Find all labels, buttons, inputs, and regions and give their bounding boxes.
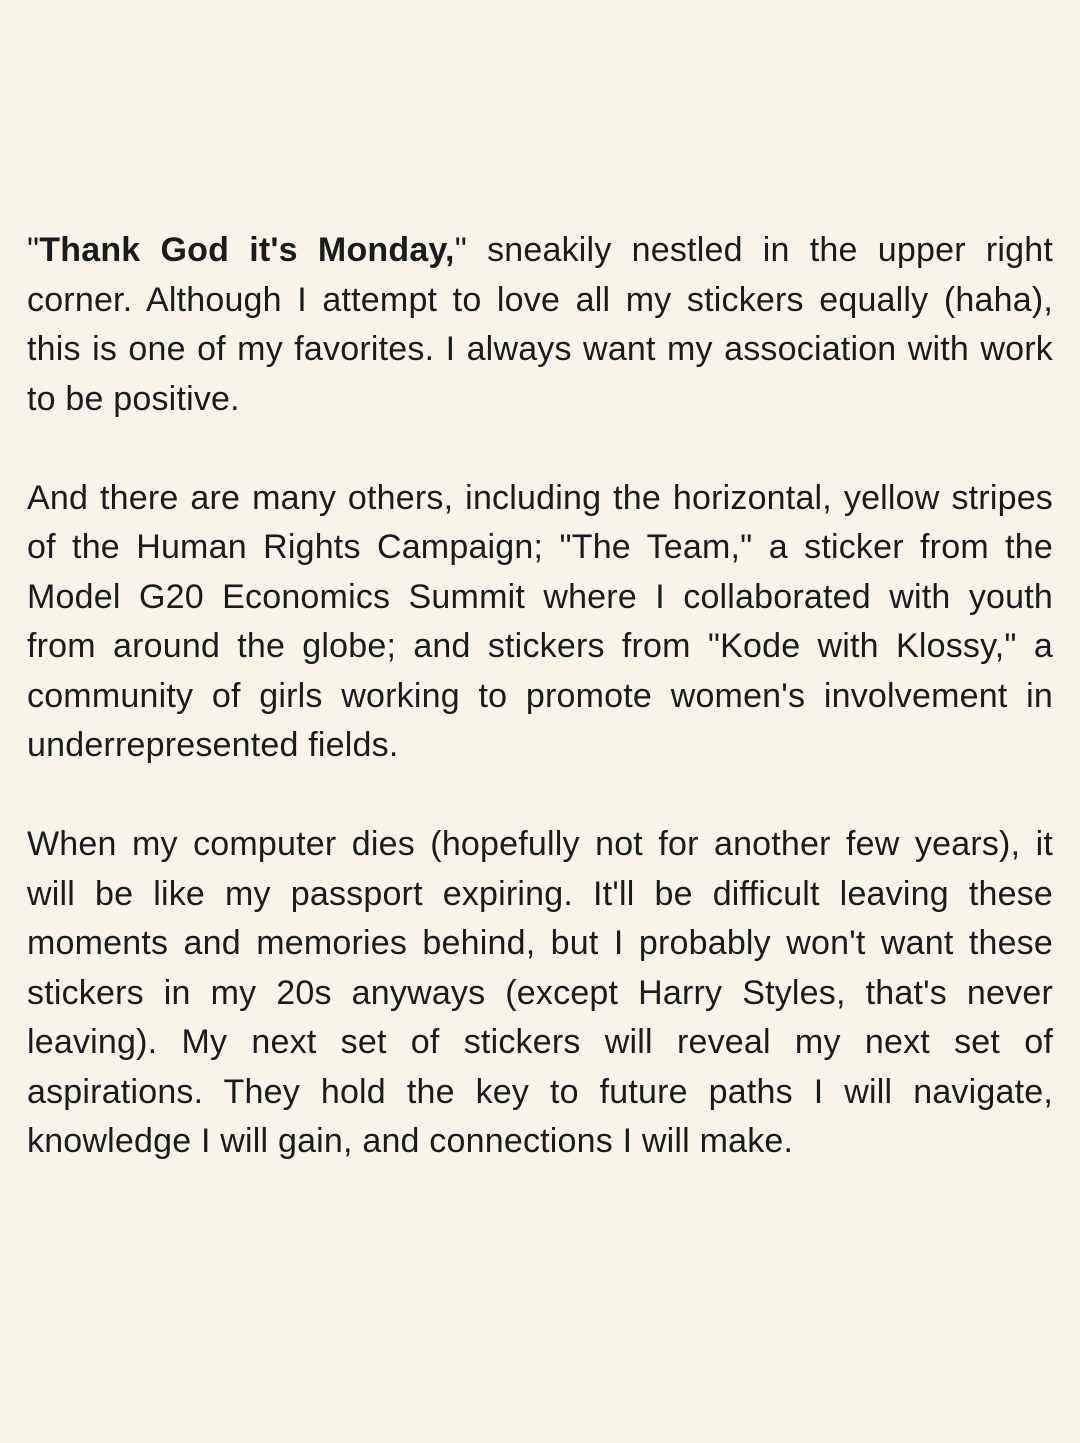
paragraph-monday-sticker	[27, 226, 1053, 424]
article-body	[27, 226, 1053, 1167]
paragraph-other-stickers: And there are many others, including the horizontal, yellow stripes of the Human Rights Campaign; "The Team," a sticker from the Model G20 Economics Summit where I collaborated with youth from around the globe; and stickers from "Kode with Klossy," a community of girls working to promote women's involvement in underrepresented fields.	[27, 478, 1053, 764]
bold-phrase: Thank God it's Monday,	[39, 231, 455, 269]
quote-open: "	[27, 231, 40, 269]
paragraph-text: " sneakily nestled in the upper right corner. Although I attempt to love all my stickers equally (haha), this is one of my favorites. I always want my association with work to be positive.	[27, 231, 1053, 418]
paragraph-computer-dies: When my computer dies (hopefully not for another few years), it will be like my passport expiring. It'll be difficult leaving these moments and memories behind, but I probably won't want these stickers in my 20s anyways (except Harry Styles, that's never leaving). My next set of stickers will reveal my next set of aspirations. They hold the key to future paths I will navigate, knowledge I will gain, and connections I will make.	[27, 825, 1053, 1160]
